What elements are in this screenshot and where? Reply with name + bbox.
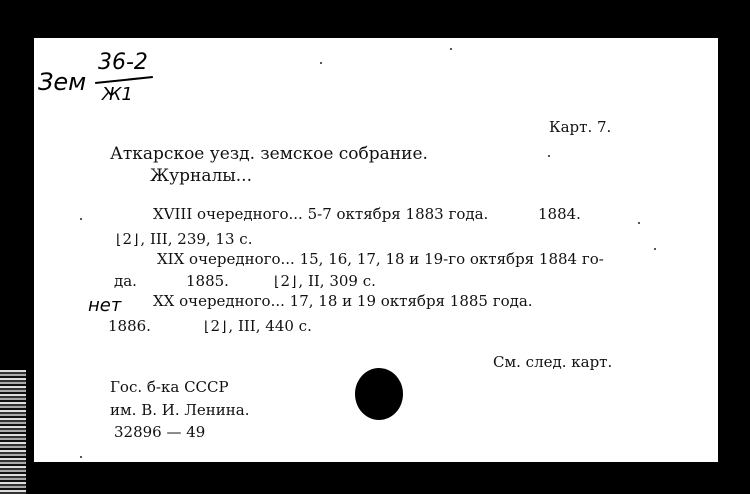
- bracket-left: ⌊: [272, 274, 281, 290]
- entry-year: 1884.: [538, 205, 581, 223]
- bracket-right: ⌋: [219, 319, 229, 335]
- accession-number: 32896 — 49: [114, 423, 206, 441]
- volume-count: 2: [210, 317, 220, 335]
- entry-line: [202, 317, 312, 336]
- entry-line: да.: [114, 272, 137, 290]
- bracket-left: ⌊: [202, 319, 211, 335]
- speck: [654, 248, 656, 250]
- entry-line: XX очередного... 17, 18 и 19 октября 1885 года.: [153, 292, 533, 310]
- entry-line: [114, 230, 252, 249]
- speck: [80, 456, 82, 458]
- entry-details: , III, 440 с.: [228, 317, 312, 335]
- volume-count: 2: [122, 230, 132, 248]
- handwritten-fraction-top: 36-2: [98, 50, 148, 75]
- entry-details: , III, 239, 13 с.: [140, 230, 253, 248]
- handwritten-note: нет: [88, 295, 122, 316]
- bracket-right: ⌋: [289, 274, 299, 290]
- handwritten-fraction-bottom: Ж1: [102, 84, 133, 105]
- subtitle: Журналы...: [150, 166, 252, 186]
- speck: [638, 222, 640, 224]
- entry-year: 1886.: [108, 317, 151, 335]
- title: Аткарское уезд. земское собрание.: [110, 144, 428, 164]
- handwritten-prefix: Зем: [38, 68, 87, 96]
- speck: [548, 155, 550, 157]
- speck: [320, 62, 322, 64]
- scan-edge-strip: [0, 370, 26, 494]
- library-line: Гос. б-ка СССР: [110, 378, 229, 396]
- speck: [80, 218, 82, 220]
- entry-line: XIX очередного... 15, 16, 17, 18 и 19-го октября 1884 го-: [157, 250, 604, 268]
- entry-line: [272, 272, 376, 291]
- bracket-right: ⌋: [131, 232, 141, 248]
- entry-line: XVIII очередного... 5-7 октября 1883 года.: [153, 205, 489, 223]
- continued-note: См. след. карт.: [493, 353, 613, 371]
- bracket-left: ⌊: [114, 232, 123, 248]
- library-line: им. В. И. Ленина.: [110, 401, 250, 419]
- volume-count: 2: [280, 272, 290, 290]
- entry-details: , II, 309 с.: [298, 272, 376, 290]
- card-number: Карт. 7.: [549, 118, 612, 136]
- speck: [450, 48, 452, 50]
- ink-stamp: [355, 368, 403, 420]
- entry-year: 1885.: [186, 272, 229, 290]
